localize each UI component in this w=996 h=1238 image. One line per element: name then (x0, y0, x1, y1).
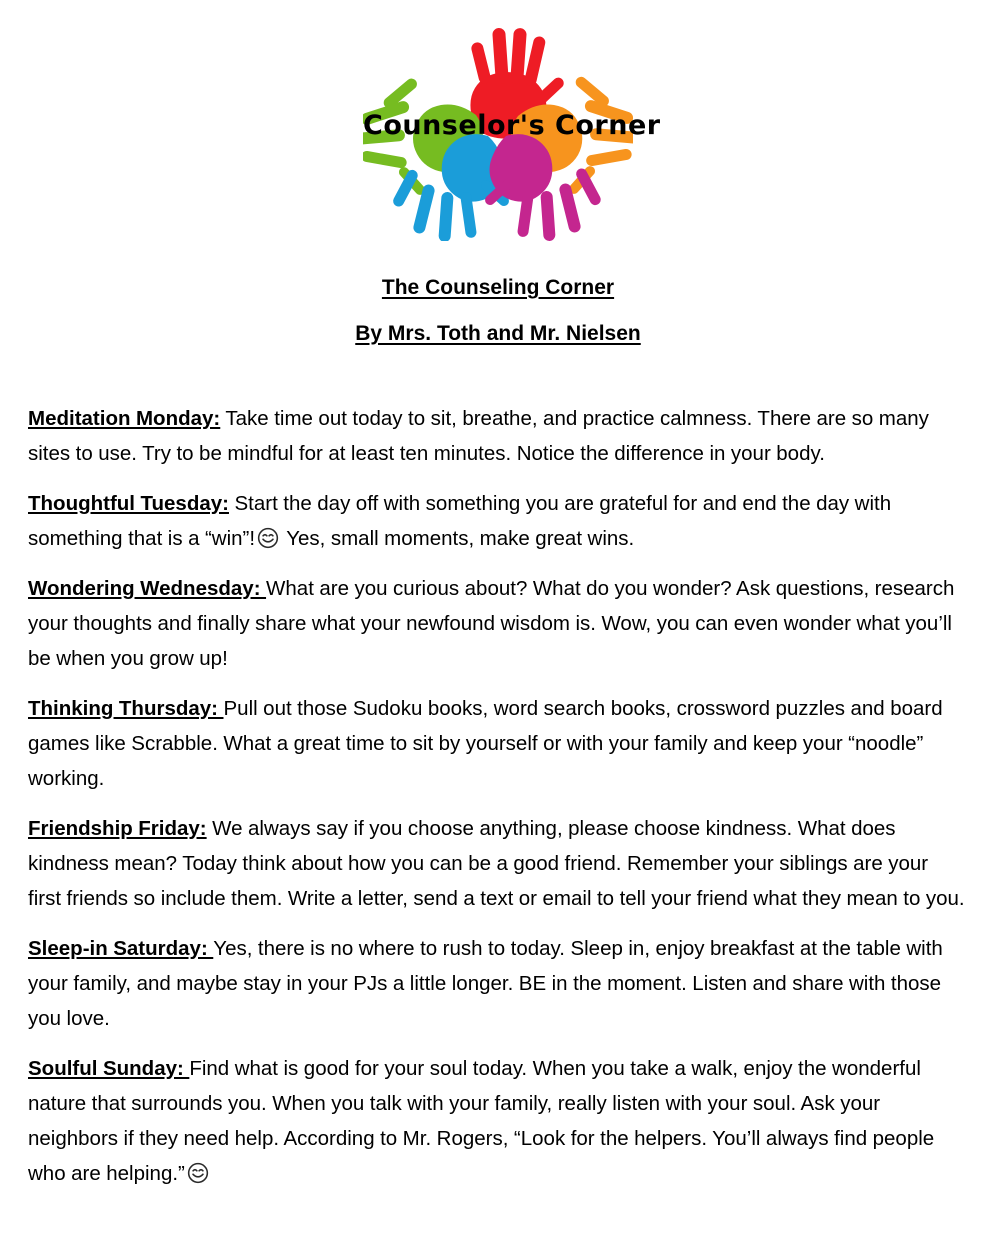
paragraph-label: Meditation Monday: (28, 407, 221, 430)
paragraph-text: Find what is good for your soul today. When you take a walk, enjoy the wonderful nature that surrounds you. When you talk with your family, really listen with your soul. Ask your neighbors if they need help. According to Mr. Rogers, “Look for the helpers. You’ll always find people who are helping.” (28, 1057, 935, 1185)
logo-wordmark: Counselor's Corner (363, 110, 661, 141)
paragraph-text-after: Yes, small moments, make great wins. (281, 527, 635, 550)
paragraph-label: Thinking Thursday: (28, 697, 224, 720)
byline-text: By Mrs. Toth and Mr. Nielsen (355, 322, 641, 345)
paragraph-label: Wondering Wednesday: (28, 577, 267, 600)
paragraph-text: Take time out today to sit, breathe, and practice calmness. There are so many sites to use. Try to be mindful for at least ten minutes. Notice the difference in your body. (28, 407, 929, 465)
paragraph-text: What are you curious about? What do you wonder? Ask questions, research your thoughts and finally share what your newfound wisdom is. Wow, you can even wonder what you’ll be when you grow up! (28, 577, 955, 670)
paragraph-label: Friendship Friday: (28, 817, 207, 840)
page-title-text: The Counseling Corner (381, 276, 615, 299)
paragraph-text: Pull out those Sudoku books, word search books, crossword puzzles and board games like Scrabble. What a great time to sit by yourself or with your family and keep your “noodle” working. (28, 697, 943, 790)
logo-block (0, 0, 996, 241)
counselors-corner-logo (363, 16, 661, 241)
magenta-handprint-icon (483, 134, 603, 241)
paragraph-wondering-wednesday (28, 571, 965, 676)
paragraph-text: We always say if you choose anything, please choose kindness. What does kindness mean? Today think about how you can be a good friend. Remember your siblings are your first friends so include them. Write a letter, send a text or email to tell your friend what they mean to you. (28, 817, 965, 910)
paragraph-text: Yes, there is no where to rush to today. Sleep in, enjoy breakfast at the table with your family, and maybe stay in your PJs a little longer. BE in the moment. Listen and share with those you love. (28, 937, 943, 1030)
paragraph-friendship-friday (28, 811, 965, 916)
paragraph-thinking-thursday (28, 691, 965, 796)
byline (0, 319, 996, 349)
paragraph-label: Thoughtful Tuesday: (28, 492, 229, 515)
paragraph-soulful-sunday (28, 1051, 965, 1191)
smiling-face-icon (257, 527, 279, 549)
paragraph-text: Start the day off with something you are grateful for and end the day with something that is a “win”! (28, 492, 892, 550)
paragraph-thoughtful-tuesday (28, 486, 965, 556)
paragraph-label: Sleep-in Saturday: (28, 937, 214, 960)
page-title (0, 273, 996, 303)
paragraph-label: Soulful Sunday: (28, 1057, 190, 1080)
blue-handprint-icon (391, 134, 511, 241)
body-content (0, 349, 996, 1191)
paragraph-sleep-in-saturday (28, 931, 965, 1036)
paragraph-meditation-monday (28, 401, 965, 471)
smiling-face-icon (187, 1162, 209, 1184)
